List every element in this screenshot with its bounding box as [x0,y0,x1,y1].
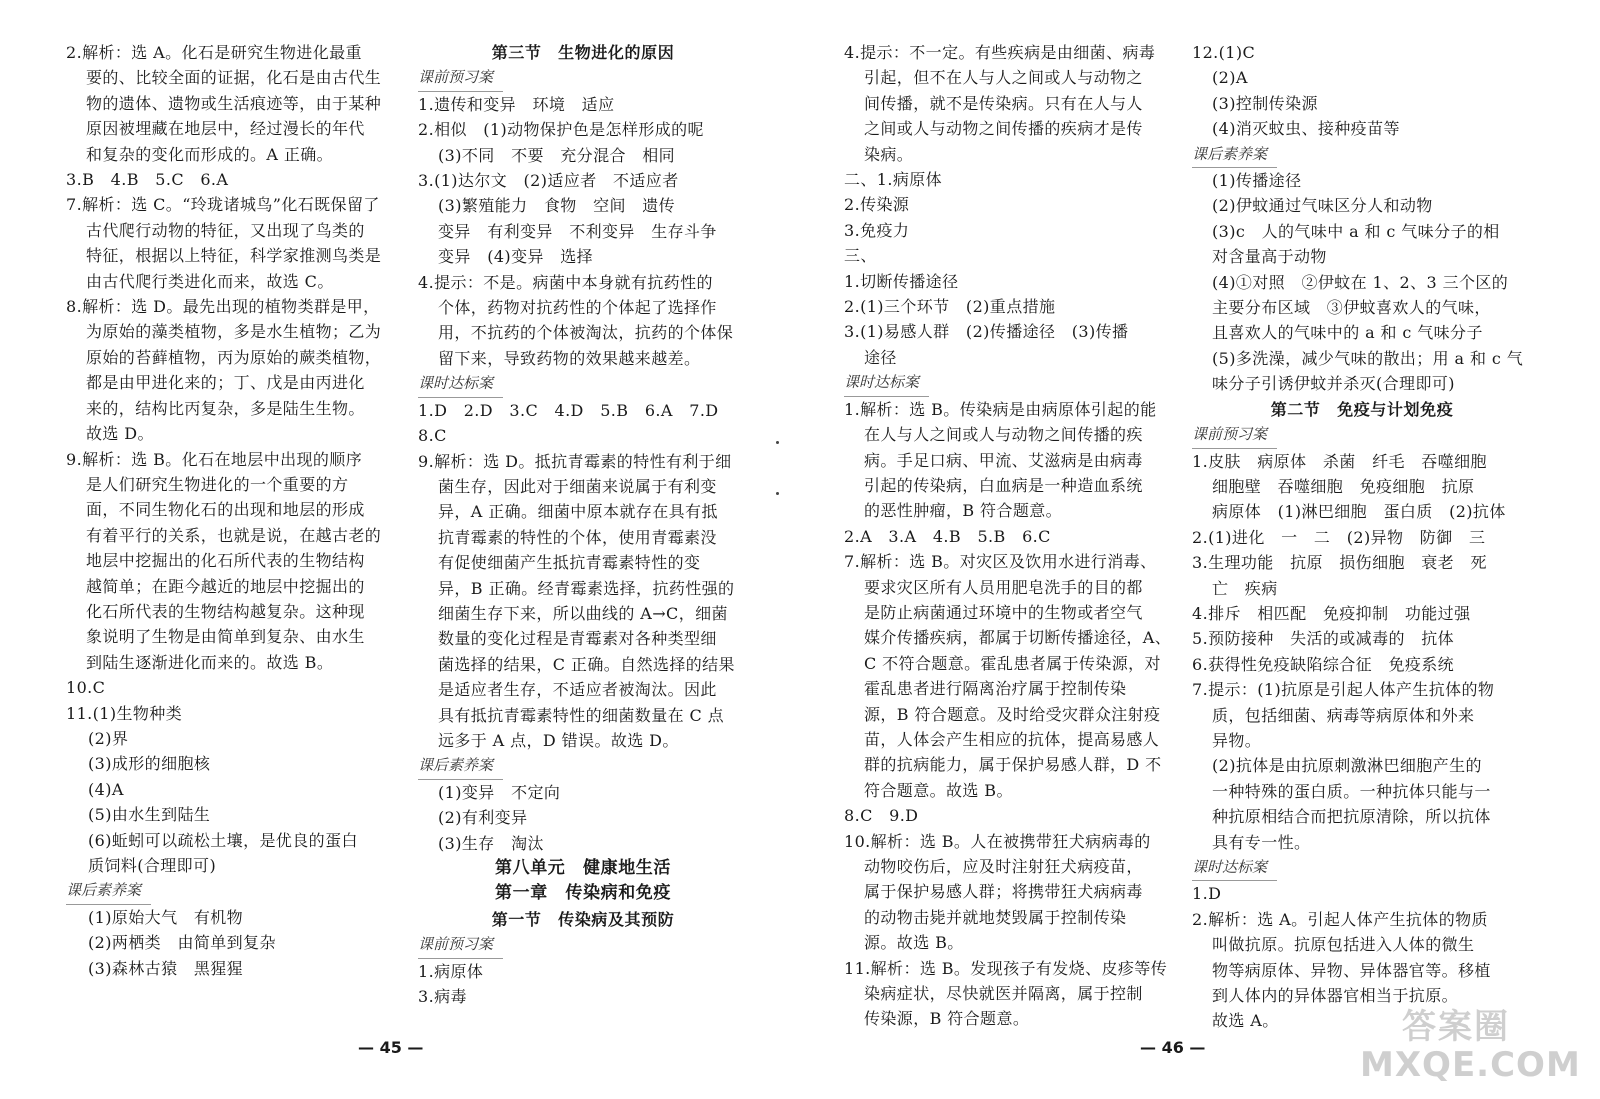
answer-line: 越简单；在距今越近的地层中挖掘出的 [86,576,365,596]
answer-line: 3.生理功能 抗原 损伤细胞 衰老 死 [1192,553,1487,573]
answer-line: 一种特殊的蛋白质。一种抗体只能与一 [1212,781,1491,801]
answer-line: 异，A 正确。细菌中原本就存在具有抵 [438,502,718,522]
answer-line: 原始的苔藓植物，丙为原始的蕨类植物， [86,347,382,367]
answer-line: 质，包括细菌、病毒等病原体和外来 [1212,705,1475,725]
answer-line: 二、1.病原体 [844,170,943,190]
answer-line: 异，B 正确。经青霉素选择，抗药性强的 [438,578,735,598]
answer-line: 菌选择的结果，C 正确。自然选择的结果 [438,654,735,674]
answer-line: (4)①对照 ②伊蚊在 1、2、3 三个区的 [1212,272,1509,292]
answer-line: 细菌生存下来，所以曲线的 A→C，细菌 [438,603,728,623]
binding-mark [776,441,779,444]
answer-line: 的动物击毙并就地焚毁属于控制传染 [864,907,1127,927]
answer-line: 8.解析：选 D。最先出现的植物类群是甲， [66,297,380,317]
section-heading: 第八单元 健康地生活 [495,858,671,878]
right-column-1 [844,40,1184,1032]
answer-line: 7.解析：选 C。“玲珑诸城鸟”化石既保留了 [66,195,380,215]
section-label: 课前预习案 [418,932,503,958]
section-label: 课前预习案 [418,65,503,91]
answer-line: 7.提示：(1)抗原是引起人体产生抗体的物 [1192,680,1495,700]
answer-line: 群的抗病能力，属于保护易感人群，D 不 [864,755,1162,775]
answer-line: (4)消灭蚊虫、接种疫苗等 [1212,119,1400,139]
section-label: 课后素养案 [66,878,151,904]
answer-line: (2)抗体是由抗原刺激淋巴细胞产生的 [1212,756,1482,776]
answer-line: 象说明了生物是由简单到复杂、由水生 [86,627,365,647]
answer-line: 3.(1)易感人群 (2)传播途径 (3)传播 [844,322,1129,342]
answer-line: 对含量高于动物 [1212,247,1327,267]
answer-line: (1)传播途径 [1212,171,1302,191]
answer-line: 菌生存，因此对于细菌来说属于有利变 [438,476,717,496]
answer-line: 源。故选 B。 [864,933,964,953]
answer-line: 的恶性肿瘤，B 符合题意。 [864,501,1063,521]
answer-line: 种抗原相结合而把抗原清除，所以抗体 [1212,807,1491,827]
section-label: 课时达标案 [844,370,929,396]
binding-mark [776,492,779,495]
watermark-logo-text: 答案圈 [1402,1007,1510,1047]
left-column-2 [418,40,748,1009]
section-heading: 第一节 传染病及其预防 [491,909,675,929]
answer-line: 4.提示：不一定。有些疾病是由细菌、病毒 [844,43,1156,62]
answer-line: 2.传染源 [844,195,910,215]
right-page [800,0,1600,1099]
answer-line: (2)伊蚊通过气味区分人和动物 [1212,196,1433,216]
answer-line: (2)有利变异 [438,808,528,828]
answer-line: (6)蚯蚓可以疏松土壤，是优良的蛋白 [88,830,358,850]
answer-line: (5)由水生到陆生 [88,805,211,825]
answer-line: 霍乱患者进行隔离治疗属于控制传染 [864,679,1127,699]
answer-line: 1.D [1192,884,1222,904]
answer-line: 病。手足口病、甲流、艾滋病是由病毒 [864,450,1143,470]
answer-line: 异物。 [1212,730,1262,750]
answer-line: 叫做抗原。抗原包括进入人体的微生 [1212,935,1475,955]
answer-line: 间传播，就不是传染病。只有在人与人 [864,93,1143,113]
answer-line: 11.(1)生物种类 [66,703,183,723]
answer-line: 1.D 2.D 3.C 4.D 5.B 6.A 7.D [418,400,719,420]
answer-line: 4.提示：不是。病菌中本身就有抗药性的 [418,272,713,292]
answer-line: 5.预防接种 失活的或减毒的 抗体 [1192,629,1455,649]
answer-line: 3.病毒 [418,987,467,1007]
section-label: 课时达标案 [1192,855,1277,881]
answer-line: 是防止病菌通过环境中的生物或者空气 [864,602,1143,622]
answer-line: (3)成形的细胞核 [88,754,211,774]
answer-line: 故选 D。 [86,424,154,444]
section-heading: 第二节 免疫与计划免疫 [1270,399,1454,419]
page-number-45: — 45 — [358,1038,424,1057]
answer-line: 质饲料(合理即可) [88,856,217,875]
answer-line: 9.解析：选 B。化石在地层中出现的顺序 [66,449,363,469]
answer-line: 2.(1)三个环节 (2)重点措施 [844,297,1056,317]
answer-line: (1)变异 不定向 [438,782,561,802]
watermark-url: MXQE.COM [1360,1045,1581,1085]
answer-line: 2.A 3.A 4.B 5.B 6.C [844,526,1051,546]
answer-line: 4.排斥 相匹配 免疫抑制 功能过强 [1192,603,1471,623]
answer-line: (2)界 [88,728,129,748]
answer-line: 变异 有利变异 不利变异 生存斗争 [438,221,717,241]
answer-line: 10.C [66,678,106,698]
answer-line: 三、 [844,246,877,266]
answer-line: 在人与人之间或人与动物之间传播的疾 [864,425,1143,445]
answer-line: (3)繁殖能力 食物 空间 遗传 [438,196,676,216]
answer-line: 10.解析：选 B。人在被携带狂犬病病毒的 [844,831,1151,851]
section-label: 课后素养案 [418,753,503,779]
answer-line: 由古代爬行类进化而来，故选 C。 [86,271,334,291]
answer-line: 亡 疾病 [1212,578,1278,598]
answer-line: 引起，但不在人与人之间或人与动物之 [864,68,1143,88]
answer-line: 变异 (4)变异 选择 [438,247,594,267]
answer-line: 远多于 A 点，D 错误。故选 D。 [438,730,679,750]
answer-line: 染病症状，尽快就医并隔离，属于控制 [864,984,1143,1004]
answer-line: 1.病原体 [418,961,484,981]
answer-line: 有促使细菌产生抵抗青霉素特性的变 [438,553,701,573]
section-label: 课时达标案 [418,371,503,397]
answer-line: 数量的变化过程是青霉素对各种类型细 [438,629,717,649]
answer-line: 具有抵抗青霉素特性的细菌数量在 C 点 [438,705,725,725]
watermark [1352,999,1582,1085]
answer-line: 9.解析：选 D。抵抗青霉素的特性有利于细 [418,451,732,471]
page-number-46: — 46 — [1140,1038,1206,1057]
answer-line: 要的、比较全面的证据，化石是由古代生 [86,68,382,88]
answer-line: 细胞壁 吞噬细胞 免疫细胞 抗原 [1212,476,1475,496]
answer-line: 符合题意。故选 B。 [864,780,1013,800]
answer-line: 和复杂的变化而形成的。A 正确。 [86,144,334,164]
answer-line: 1.遗传和变异 环境 适应 [418,94,615,114]
answer-line: 6.获得性免疫缺陷综合征 免疫系统 [1192,654,1455,674]
answer-line: 1.解析：选 B。传染病是由病原体引起的能 [844,399,1157,419]
answer-line: 到人体内的异体器官相当于抗原。 [1212,986,1459,1006]
answer-line: 面，不同生物化石的出现和地层的形成 [86,500,365,520]
answer-line: 古代爬行动物的特征，又出现了鸟类的 [86,220,365,240]
answer-line: 2.(1)进化 一 二 (2)异物 防御 三 [1192,527,1486,547]
answer-line: 3.B 4.B 5.C 6.A [66,170,229,190]
answer-line: 媒介传播疾病，都属于切断传播途径，A、 [864,628,1172,648]
answer-line: 2.解析：选 A。化石是研究生物进化最重 [66,43,362,62]
answer-line: 抗青霉素的特性的个体，使用青霉素没 [438,527,717,547]
answer-line: 属于保护易感人群；将携带狂犬病病毒 [864,882,1143,902]
answer-line: 12.(1)C [1192,43,1256,62]
answer-line: (2)A [1212,68,1248,88]
answer-line: 有着平行的关系，也就是说，在越古老的 [86,525,382,545]
right-column-2 [1192,40,1532,1034]
answer-line: 个体，药物对抗药性的个体起了选择作 [438,298,717,318]
answer-line: 主要分布区域 ③伊蚊喜欢人的气味， [1212,298,1491,318]
answer-line: (3)不同 不要 充分混合 相同 [438,145,676,165]
answer-line: 源，B 符合题意。及时给受灾群众注射疫 [864,704,1161,724]
answer-line: 1.皮肤 病原体 杀菌 纤毛 吞噬细胞 [1192,451,1487,471]
answer-line: 且喜欢人的气味中的 a 和 c 气味分子 [1212,323,1483,343]
answer-line: 物的遗体、遗物或生活痕迹等，由于某种 [86,93,382,113]
answer-line: 3.(1)达尔文 (2)适应者 不适应者 [418,171,679,191]
answer-line: 3.免疫力 [844,220,910,240]
answer-line: 为原始的藻类植物，多是水生植物；乙为 [86,322,382,342]
answer-line: 物等病原体、异物、异体器官等。移植 [1212,960,1491,980]
answer-line: 2.相似 (1)动物保护色是怎样形成的呢 [418,120,704,140]
answer-line: (3)森林古猿 黑猩猩 [88,958,244,978]
section-label: 课前预习案 [1192,422,1277,448]
section-heading: 第一章 传染病和免疫 [495,883,671,904]
answer-line: 是人们研究生物进化的一个重要的方 [86,474,349,494]
answer-line: 7.解析：选 B。对灾区及饮用水进行消毒、 [844,552,1157,572]
answer-line: 留下来，导致药物的效果越来越差。 [438,348,701,368]
answer-line: C 不符合题意。霍乱患者属于传染源，对 [864,653,1161,673]
answer-line: 到陆生逐渐进化而来的。故选 B。 [86,652,334,672]
answer-line: (3)控制传染源 [1212,93,1318,113]
answer-line: (5)多洗澡，减少气味的散出；用 a 和 c 气 [1212,348,1524,368]
left-column-1 [66,40,406,981]
answer-line: 2.解析：选 A。引起人体产生抗体的物质 [1192,909,1488,929]
answer-line: (1)原始大气 有机物 [88,907,244,927]
answer-line: 苗，人体会产生相应的抗体，提高易感人 [864,729,1160,749]
answer-line: 动物咬伤后，应及时注射狂犬病疫苗， [864,857,1143,876]
answer-line: 用，不抗药的个体被淘汰，抗药的个体保 [438,323,734,343]
answer-line: 味分子引诱伊蚊并杀灭(合理即可) [1212,374,1455,394]
answer-line: 11.解析：选 B。发现孩子有发烧、皮疹等传 [844,958,1168,978]
answer-line: 地层中挖掘出的化石所代表的生物结构 [86,551,365,571]
answer-line: 故选 A。 [1212,1011,1279,1031]
section-heading: 第三节 生物进化的原因 [491,43,675,62]
answer-line: 是适应者生存，不适应者被淘汰。因此 [438,680,717,700]
answer-line: (2)两栖类 由简单到复杂 [88,933,276,953]
answer-line: 特征，根据以上特征，科学家推测鸟类是 [86,246,382,266]
answer-line: 传染源，B 符合题意。 [864,1009,1030,1029]
section-label: 课后素养案 [1192,142,1277,168]
answer-line: 染病。 [864,144,914,164]
answer-line: 1.切断传播途径 [844,271,959,291]
answer-line: 具有专一性。 [1212,832,1311,852]
answer-line: 8.C 9.D [844,806,919,826]
answer-line: 途径 [864,347,897,367]
answer-line: (3)c 人的气味中 a 和 c 气味分子的相 [1212,221,1500,241]
answer-line: 之间或人与动物之间传播的疾病才是传 [864,119,1143,139]
answer-line: 病原体 (1)淋巴细胞 蛋白质 (2)抗体 [1212,502,1506,522]
answer-line: 化石所代表的生物结构越复杂。这种现 [86,601,365,621]
answer-line: 8.C [418,426,447,446]
answer-line: (4)A [88,779,124,799]
answer-line: 来的，结构比丙复杂，多是陆生生物。 [86,398,365,418]
answer-line: 要求灾区所有人员用肥皂洗手的目的都 [864,577,1143,597]
answer-line: 都是由甲进化来的；丁、戊是由丙进化 [86,373,365,393]
answer-line: 引起的传染病，白血病是一种造血系统 [864,475,1143,495]
answer-line: (3)生存 淘汰 [438,833,544,853]
answer-line: 原因被埋藏在地层中，经过漫长的年代 [86,119,365,139]
